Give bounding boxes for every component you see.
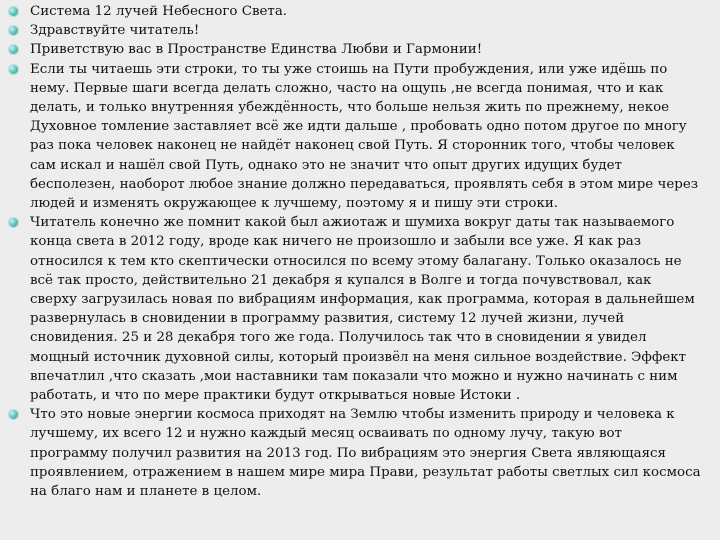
bullet-item-energies <box>6 405 702 501</box>
bullet-text: Если ты читаешь эти строки, то ты уже стоишь на Пути пробуждения, или уже идёшь по нему. Первые шаги всегда делать сложно, часто на ощупь ,не всегда понимая, что и как делать, и только внутренняя убеждённость, что больше нельзя жить по прежнему, некое Духовное томление заставляет всё же идти дальше , пробовать одно потом другое по многу раз пока человек наконец не найдёт наконец свой Путь. Я сторонник того, чтобы человек сам искал и нашёл свой Путь, однако это не значит что опыт других идущих будет бесполезен, наоборот любое знание должно передаваться, проявлять себя в этом мире через людей и изменять окружающее к лучшему, поэтому я и пишу эти строки. <box>30 61 699 212</box>
bullet-text: Что это новые энергии космоса приходят на Землю чтобы изменить природу и человека к лучшему, их всего 12 и нужно каждый месяц осваивать по одному лучу, такую вот программу получил развития на 2013 год. По вибрациям это энергия Света являющаяся проявлением, отражением в нашем мире мира Прави, результат работы светлых сил космоса на благо нам и планете в целом. <box>30 407 701 500</box>
bullet-list <box>6 2 702 501</box>
bullet-icon <box>8 217 19 228</box>
bullet-text: Приветствую вас в Пространстве Единства Любви и Гармонии! <box>30 42 483 58</box>
bullet-item-greeting <box>6 21 702 40</box>
bullet-icon <box>8 44 19 55</box>
bullet-item-title <box>6 2 702 21</box>
bullet-item-welcome <box>6 40 702 59</box>
bullet-text: Система 12 лучей Небесного Света. <box>30 4 288 19</box>
bullet-icon <box>8 64 19 75</box>
bullet-icon <box>8 25 19 36</box>
bullet-icon <box>8 6 19 17</box>
bullet-text: Здравствуйте читатель! <box>30 23 200 39</box>
bullet-item-path <box>6 60 702 214</box>
bullet-item-2012 <box>6 213 702 405</box>
bullet-text: Читатель конечно же помнит какой был ажиотаж и шумиха вокруг даты так называемого конца света в 2012 году, вроде как ничего не произошло и забыли все уже. Я как раз относился к тем кто скептически относился по всему этому балагану. Только оказалось не всё так просто, действительно 21 декабря я купался в Волге и тогда почувствовал, как сверху загрузилась новая по вибрациям информация, как программа, которая в дальнейшем развернулась в сновидении в программу развития, систему 12 лучей жизни, лучей сновидения. 25 и 28 декабря того же года. Получилось так что в сновидении я увидел мощный источник духовной силы, который произвёл на меня сильное воздействие. Эффект впечатлил ,что сказать ,мои наставники там показали что можно и нужно начинать с ним работать, и что по мере практики будут открываться новые Истоки . <box>30 215 695 404</box>
bullet-icon <box>8 409 19 420</box>
